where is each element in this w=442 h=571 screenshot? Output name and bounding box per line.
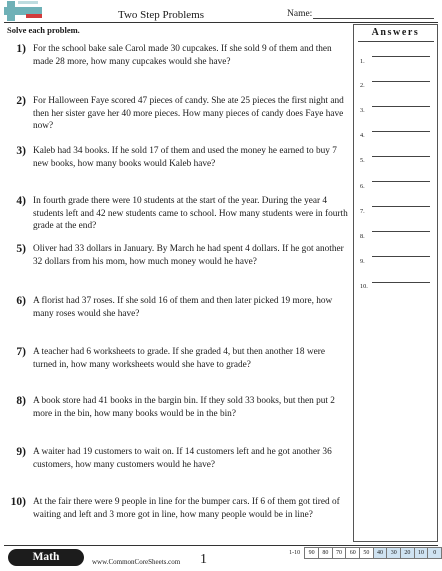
subject-badge: Math: [8, 549, 84, 566]
footer-divider: [4, 545, 438, 546]
answer-number: 7.: [360, 208, 365, 215]
score-cell: 1-10: [289, 550, 301, 556]
problem-text: In fourth grade there were 10 students at the start of the year. During the year 4 students left and 42 new students came to school. How many students were in fourth grade at the end?: [33, 196, 348, 231]
answer-line[interactable]: [372, 56, 430, 57]
problem-text: Kaleb had 34 books. If he sold 17 of them and used the money he earned to buy 7 new books, how many books would Kaleb have?: [33, 146, 337, 169]
worksheet-title: Two Step Problems: [118, 9, 205, 21]
problem-number: 2): [16, 95, 26, 107]
score-cell: 90: [305, 548, 319, 559]
problem-text: A book store had 41 books in the bargin bin. If they sold 33 books, but then put 2 more in the bin, how many books would be in the bin?: [33, 396, 335, 419]
problem-number: 4): [16, 195, 26, 207]
name-label: Name:: [287, 9, 313, 19]
answer-number: 2.: [360, 82, 365, 89]
score-table: [285, 547, 442, 559]
answer-line[interactable]: [372, 81, 430, 82]
answers-heading: Answers: [371, 27, 420, 38]
answer-line[interactable]: [372, 256, 430, 257]
score-cell: 10: [414, 548, 428, 559]
score-cell: 60: [346, 548, 360, 559]
problem-text: For the school bake sale Carol made 30 cupcakes. If she sold 9 of them and then made 28 more, how many cupcakes would she have?: [33, 44, 332, 67]
answer-number: 4.: [360, 132, 365, 139]
answer-line[interactable]: [372, 231, 430, 232]
website-label: www.CommonCoreSheets.com: [92, 558, 181, 566]
instructions: Solve each problem.: [7, 25, 80, 35]
answer-number: 8.: [360, 233, 365, 240]
answer-number: 9.: [360, 258, 365, 265]
answer-number: 5.: [360, 157, 365, 164]
problem-number: 10): [10, 496, 26, 508]
problem-text: Oliver had 33 dollars in January. By March he had spent 4 dollars. If he got another 32 dollars from his mom, how much money would he have?: [33, 244, 344, 267]
answer-line[interactable]: [372, 206, 430, 207]
plus-logo-icon: [4, 1, 44, 21]
answer-line[interactable]: [372, 282, 430, 283]
answer-number: 3.: [360, 107, 365, 114]
answer-line[interactable]: [372, 106, 430, 107]
problem-text: At the fair there were 9 people in line for the bumper cars. If 6 of them got tired of waiting and left and 3 more got in line, how many people would be in line?: [33, 497, 340, 520]
problem-text: A waiter had 19 customers to wait on. If 14 customers left and he got another 36 customers, how many customers would he have?: [33, 447, 332, 470]
score-cell: 30: [387, 548, 401, 559]
problem-number: 1): [16, 43, 26, 55]
problem-number: 9): [16, 446, 26, 458]
problem-number: 5): [16, 243, 26, 255]
page-number: 1: [200, 552, 207, 567]
problem-text: For Halloween Faye scored 47 pieces of candy. She ate 25 pieces the first night and then her sister gave her 40 more pieces. How many pieces of candy does Faye have now?: [33, 96, 344, 131]
problem-number: 6): [16, 295, 26, 307]
score-cell: 80: [319, 548, 333, 559]
score-cell: 40: [373, 548, 387, 559]
problem-number: 7): [16, 346, 26, 358]
problem-text: A florist had 37 roses. If she sold 16 of them and then later picked 19 more, how many roses would she have?: [33, 296, 333, 319]
name-field[interactable]: [313, 18, 434, 19]
problem-number: 8): [16, 395, 26, 407]
answer-number: 10.: [360, 283, 368, 290]
score-cell: 70: [332, 548, 346, 559]
score-cell: 20: [401, 548, 415, 559]
answer-line[interactable]: [372, 181, 430, 182]
score-cell: 50: [360, 548, 374, 559]
answer-number: 1.: [360, 58, 365, 65]
problem-number: 3): [16, 145, 26, 157]
problem-text: A teacher had 6 worksheets to grade. If she graded 4, but then another 18 were turned in, how many worksheets would she have to grade?: [33, 347, 325, 370]
header-divider: [4, 22, 438, 23]
score-cell: 0: [428, 548, 442, 559]
answer-number: 6.: [360, 183, 365, 190]
answers-divider: [358, 41, 434, 42]
answer-line[interactable]: [372, 131, 430, 132]
answer-line[interactable]: [372, 156, 430, 157]
